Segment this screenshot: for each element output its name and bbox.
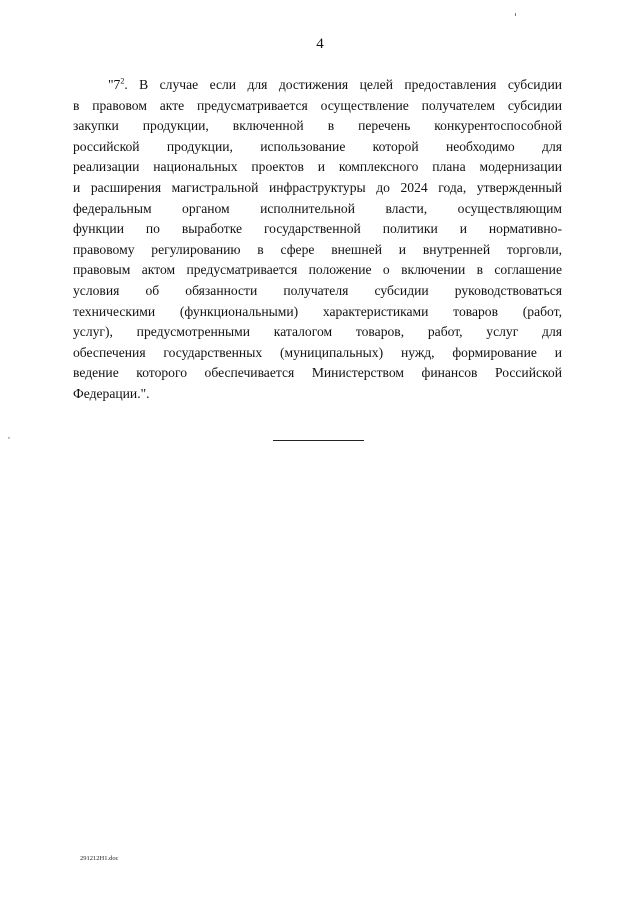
paragraph-line: федеральным органом исполнительной власти, осуществляющим [73, 200, 562, 216]
paragraph-line: техническими (функциональными) характеристиками товаров (работ, [73, 303, 562, 319]
paragraph-line: условия об обязанности получателя субсидии руководствоваться [73, 282, 562, 298]
paragraph-line: закупки продукции, включенной в перечень конкурентоспособной [73, 118, 562, 134]
paragraph-line: функции по выработке государственной политики и нормативно- [73, 221, 562, 237]
scan-speck [515, 13, 516, 16]
clause-marker-superscript: 2 [120, 76, 125, 86]
paragraph-line: ведение которого обеспечивается Министерством финансов Российской [73, 365, 562, 381]
page-number: 4 [316, 36, 324, 52]
paragraph-line: правовому регулированию в сфере внешней и внутренней торговли, [73, 241, 562, 257]
paragraph-line: в правовом акте предусматривается осуществление получателем субсидии [73, 97, 562, 113]
paragraph-line: "$7^2$. В случае если для достижения целей предоставления субсидии [108, 76, 562, 92]
paragraph-line: и расширения магистральной инфраструктуры до 2024 года, утвержденный [73, 179, 562, 195]
stray-mark: , [8, 431, 10, 440]
paragraph-line: правовым актом предусматривается положение о включении в соглашение [73, 262, 562, 278]
section-divider [273, 440, 364, 441]
clause-marker: "7 [108, 77, 121, 92]
paragraph-line: реализации национальных проектов и комплексного плана модернизации [73, 159, 562, 175]
paragraph-line: российской продукции, использование которой необходимо для [73, 138, 562, 154]
amendment-paragraph [73, 75, 562, 405]
paragraph-line: Федерации.". [73, 385, 150, 401]
paragraph-line: услуг), предусмотренными каталогом товаров, работ, услуг для [73, 324, 562, 340]
document-code: 291212H1.doc [80, 855, 119, 862]
paragraph-line: обеспечения государственных (муниципальных) нужд, формирование и [73, 344, 562, 360]
